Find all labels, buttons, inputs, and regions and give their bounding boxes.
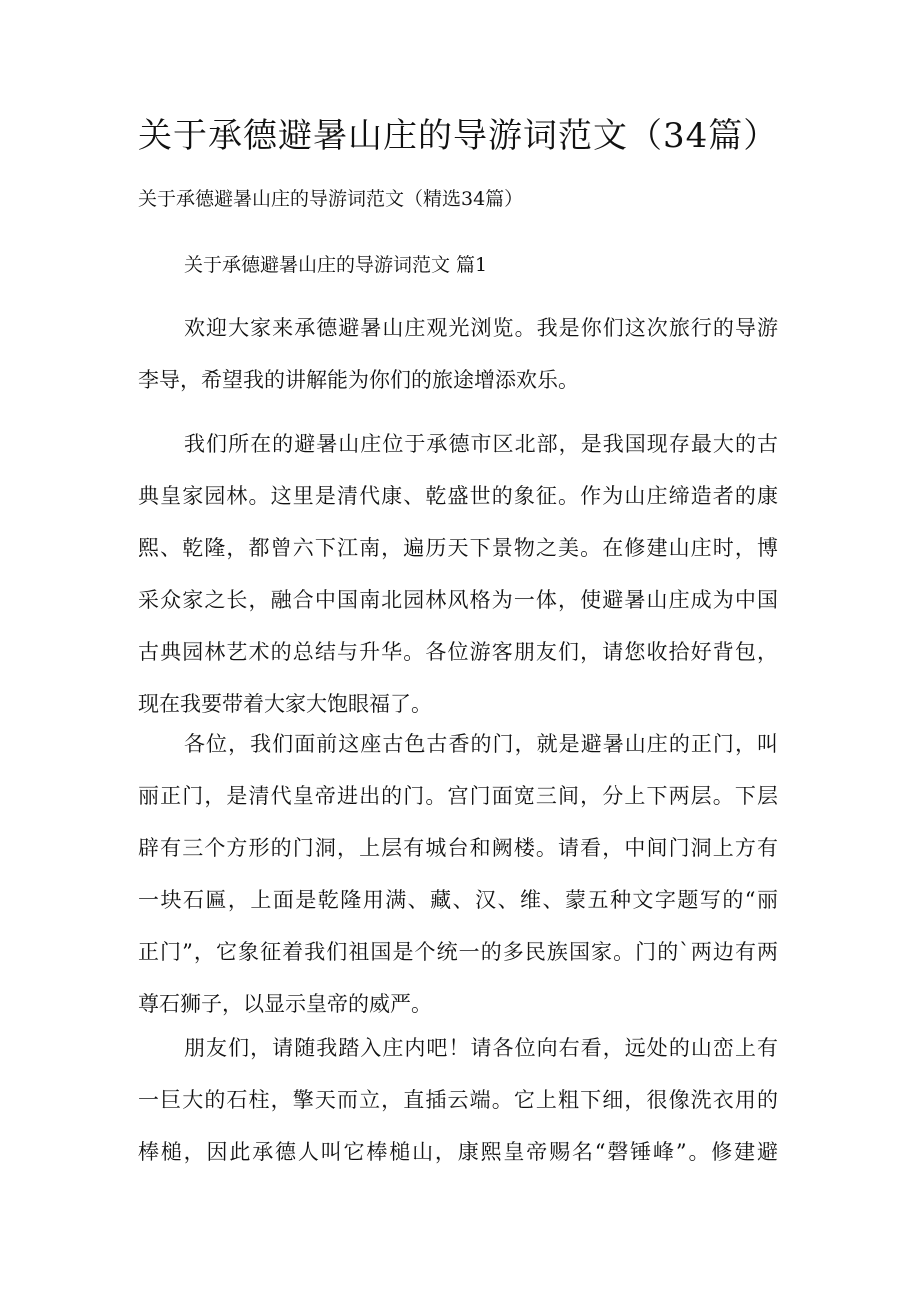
paragraph-line: 典皇家园林。这里是清代康、乾盛世的象征。作为山庄缔造者的康 (138, 484, 778, 508)
paragraph-2 (138, 418, 778, 730)
paragraph-line: 各位，我们面前这座古色古香的门，就是避暑山庄的正门，叫 (184, 732, 778, 756)
section-heading: 关于承德避暑山庄的导游词范文 篇1 (184, 254, 488, 276)
paragraph-line: 采众家之长，融合中国南北园林风格为一体，使避暑山庄成为中国 (138, 588, 778, 612)
paragraph-line: 棒槌，因此承德人叫它棒槌山，康熙皇帝赐名“磬锤峰”。修建避 (138, 1140, 778, 1164)
paragraph-line: 正门”，它象征着我们祖国是个统一的多民族国家。门的`两边有两 (138, 940, 778, 964)
paragraph-line: 辟有三个方形的门洞，上层有城台和阙楼。请看，中间门洞上方有 (138, 836, 778, 860)
paragraph-line: 李导，希望我的讲解能为你们的旅途增添欢乐。 (138, 368, 579, 392)
paragraph-line: 现在我要带着大家大饱眼福了。 (138, 692, 432, 716)
paragraph-line: 欢迎大家来承德避暑山庄观光浏览。我是你们这次旅行的导游 (184, 316, 778, 340)
paragraph-line: 一巨大的石柱，擎天而立，直插云端。它上粗下细，很像洗衣用的 (138, 1088, 778, 1112)
paragraph-1 (138, 302, 778, 406)
paragraph-line: 尊石狮子，以显示皇帝的威严。 (138, 992, 432, 1016)
paragraph-line: 一块石匾，上面是乾隆用满、藏、汉、维、蒙五种文字题写的“丽 (138, 888, 778, 912)
paragraph-line: 朋友们，请随我踏入庄内吧！请各位向右看，远处的山峦上有 (184, 1036, 778, 1060)
document-subtitle: 关于承德避暑山庄的导游词范文（精选34篇） (138, 188, 524, 210)
paragraph-line: 古典园林艺术的总结与升华。各位游客朋友们，请您收拾好背包， (138, 640, 778, 664)
paragraph-3 (138, 718, 778, 1030)
document-title: 关于承德避暑山庄的导游词范文（34篇） (138, 116, 779, 156)
paragraph-line: 丽正门，是清代皇帝进出的门。宫门面宽三间，分上下两层。下层 (138, 784, 778, 808)
paragraph-line: 熙、乾隆，都曾六下江南，遍历天下景物之美。在修建山庄时，博 (138, 536, 778, 560)
paragraph-4 (138, 1022, 778, 1178)
paragraph-line: 我们所在的避暑山庄位于承德市区北部，是我国现存最大的古 (184, 432, 778, 456)
